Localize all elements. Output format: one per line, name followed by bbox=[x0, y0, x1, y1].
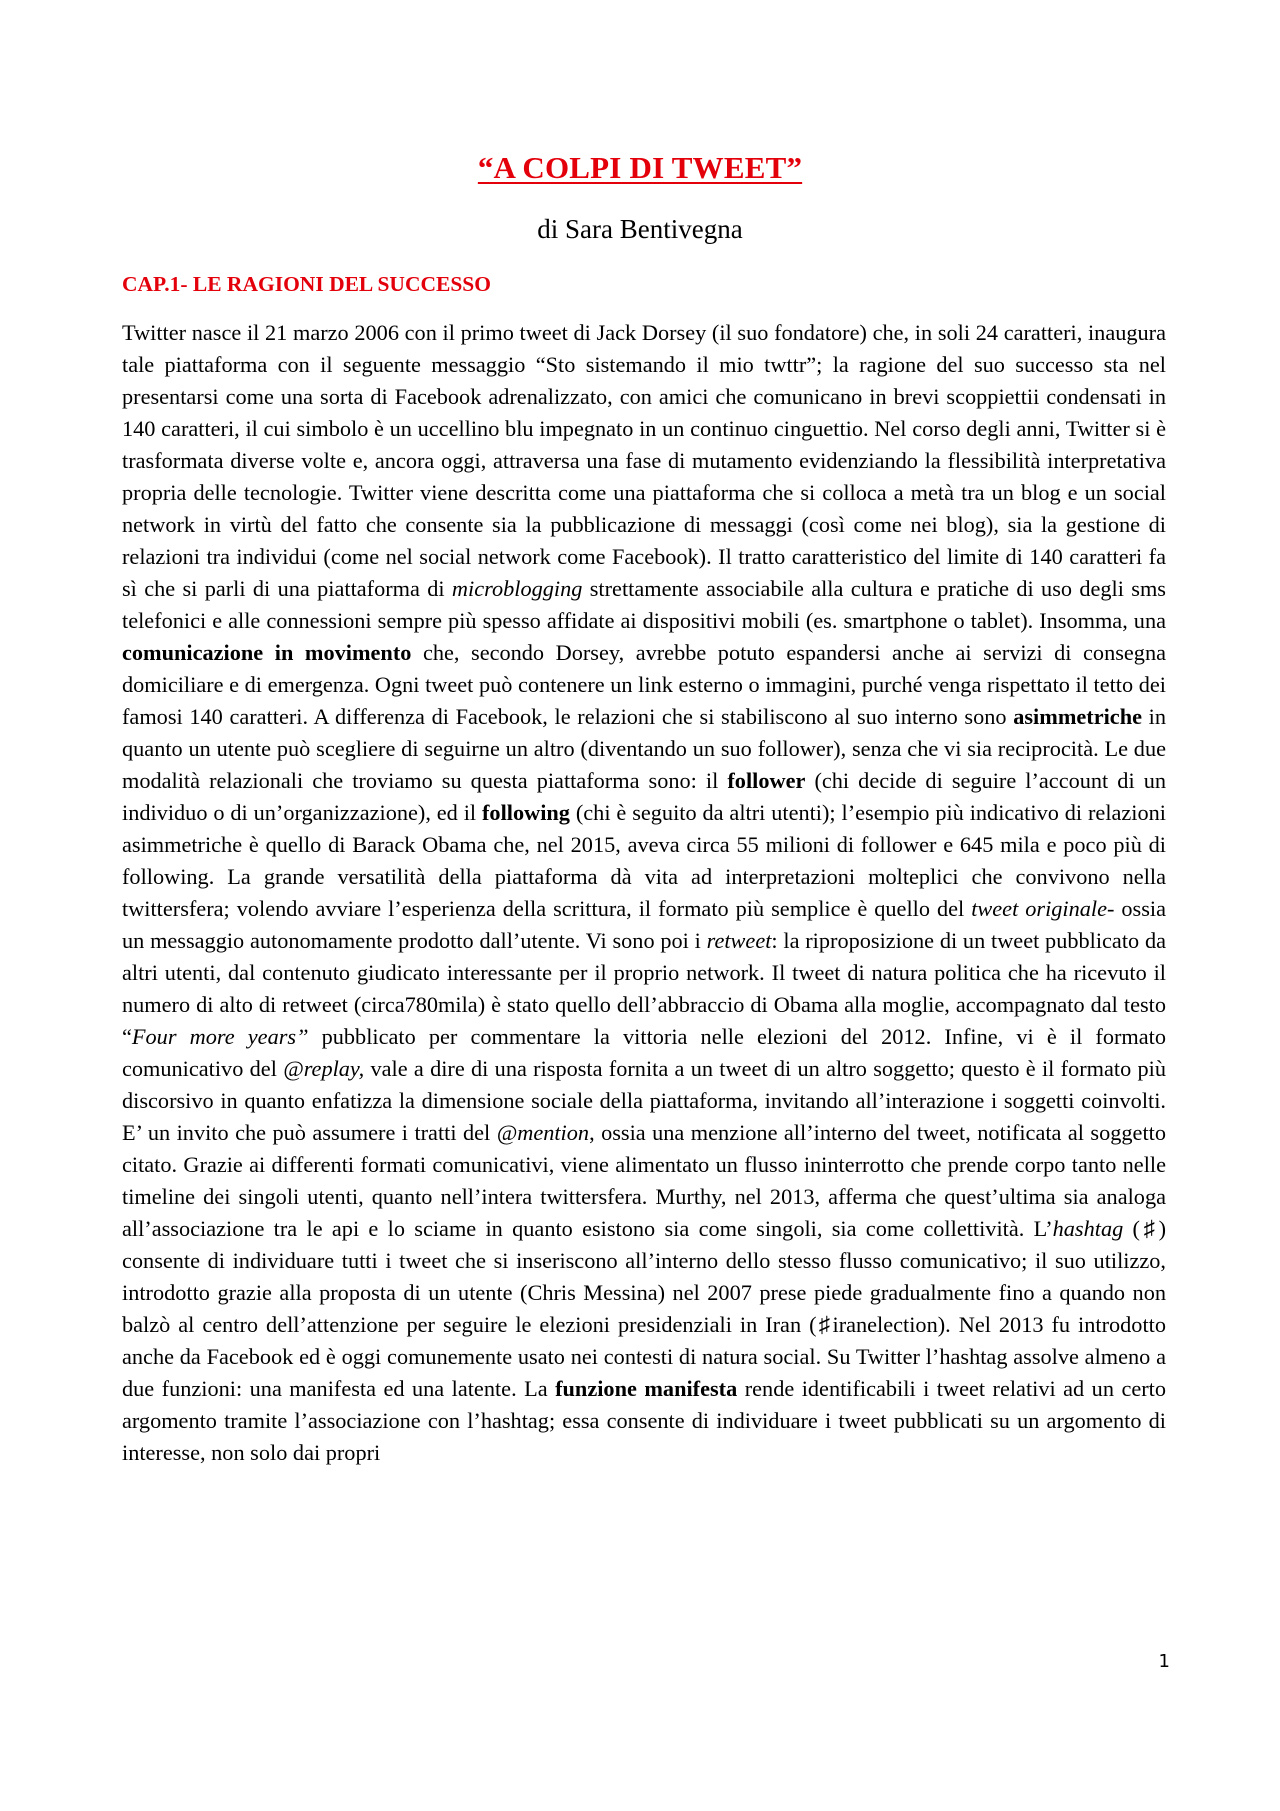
italic-term: tweet originale- bbox=[971, 896, 1115, 921]
bold-term: comunicazione in movimento bbox=[122, 640, 412, 665]
text-run: che, secondo Dorsey, avrebbe potuto espandersi anche ai servizi di consegna domiciliare e di emergenza. Ogni tweet può contenere un link esterno o immagini, purché venga rispettato il tetto dei famosi 140 caratteri. A differenza di Facebook, le relazioni che si stabiliscono al suo interno sono bbox=[122, 640, 1166, 729]
text-run: (♯) consente di individuare tutti i tweet che si inseriscono all’interno dello stesso flusso comunicativo; il suo utilizzo, introdotto grazie alla proposta di un utente (Chris Messina) nel 2007 prese piede gradualmente fino a quando non balzò al centro dell’attenzione per seguire le elezioni presidenziali in Iran (♯iranelection). Nel 2013 fu introdotto anche da Facebook ed è oggi comunemente usato nei contesti di natura social. Su Twitter l’hashtag assolve almeno a due funzioni: una manifesta ed una latente. La bbox=[122, 1216, 1167, 1401]
page-number: 1 bbox=[1158, 1651, 1170, 1672]
bold-term: asimmetriche bbox=[1013, 704, 1142, 729]
text-run: strettamente associabile alla cultura e pratiche di uso degli sms telefonici e alle connessioni sempre più spesso affidate ai dispositivi mobili (es. smartphone o tablet). Insomma, una bbox=[122, 576, 1166, 633]
text-run: (chi decide di seguire l’account di un individuo o di un’organizzazione), ed il bbox=[122, 768, 1166, 825]
text-run: vale a dire di una risposta fornita a un tweet di un altro soggetto; questo è il formato più discorsivo in quanto enfatizza la dimensione sociale della piattaforma, invitando all’interazione i soggetti coinvolti. E’ un invito che può assumere i tratti del bbox=[122, 1056, 1166, 1145]
chapter-heading: CAP.1- LE RAGIONI DEL SUCCESSO bbox=[122, 272, 491, 296]
text-run: , ossia una menzione all’interno del tweet, notificata al soggetto citato. Grazie ai differenti formati comunicativi, viene alimentato un flusso ininterrotto che prende corpo tanto nelle timeline dei singoli utenti, quanto nell’intera twittersfera. Murthy, nel 2013, afferma che quest’ultima sia analoga all’associazione tra le api e lo sciame in quanto esistono sia come singoli, sia come collettività. L’ bbox=[122, 1120, 1166, 1241]
body-paragraph bbox=[122, 317, 1166, 1469]
italic-term: @replay, bbox=[283, 1056, 365, 1081]
text-run: ossia un messaggio autonomamente prodotto dall’utente. Vi sono poi i bbox=[122, 896, 1167, 953]
text-run: pubblicato per commentare la vittoria nelle elezioni del 2012. Infine, vi è il formato comunicativo del bbox=[122, 1024, 1166, 1081]
bold-term: following bbox=[482, 800, 570, 825]
italic-term: retweet bbox=[706, 928, 772, 953]
text-run: (chi è seguito da altri utenti); l’esempio più indicativo di relazioni asimmetriche è quello di Barack Obama che, nel 2015, aveva circa 55 milioni di follower e 645 mila e poco più di following. La grande versatilità della piattaforma dà vita ad interpretazioni molteplici che convivono nella twittersfera; volendo avviare l’esperienza della scrittura, il formato più semplice è quello del bbox=[122, 800, 1166, 921]
bold-term: funzione manifesta bbox=[555, 1376, 738, 1401]
text-run: : la riproposizione di un tweet pubblicato da altri utenti, dal contenuto giudicato interessante per il proprio network. Il tweet di natura politica che ha ricevuto il numero di alto di retweet (circa780mila) è stato quello dell’abbraccio di Obama alla moglie, accompagnato dal testo “ bbox=[122, 928, 1166, 1049]
text-run: in quanto un utente può scegliere di seguirne un altro (diventando un suo follower), senza che vi sia reciprocità. Le due modalità relazionali che troviamo su questa piattaforma sono: il bbox=[122, 704, 1167, 793]
text-run: rende identificabili i tweet relativi ad un certo argomento tramite l’associazione con l’hashtag; essa consente di individuare i tweet pubblicati su un argomento di interesse, non solo dai propri bbox=[122, 1376, 1167, 1465]
italic-term: @mention bbox=[496, 1120, 590, 1145]
text-run: Twitter nasce il 21 marzo 2006 con il primo tweet di Jack Dorsey (il suo fondatore) che, in soli 24 caratteri, inaugura tale piattaforma con il seguente messaggio “Sto sistemando il mio twttr”; la ragione del suo successo sta nel presentarsi come una sorta di Facebook adrenalizzato, con amici che comunicano in brevi scoppiettii condensati in 140 caratteri, il cui simbolo è un uccellino blu impegnato in un continuo cinguettio. Nel corso degli anni, Twitter si è trasformata diverse volte e, ancora oggi, attraversa una fase di mutamento evidenziando la flessibilità interpretativa propria delle tecnologie. Twitter viene descritta come una piattaforma che si colloca a metà tra un blog e un social network in virtù del fatto che consente sia la pubblicazione di messaggi (così come nei blog), sia la gestione di relazioni tra individui (come nel social network come Facebook). Il tratto caratteristico del limite di 140 caratteri fa sì che si parli di una piattaforma di bbox=[122, 320, 1166, 601]
document-title: “A COLPI DI TWEET” bbox=[477, 150, 803, 185]
bold-term: follower bbox=[727, 768, 806, 793]
document-author: di Sara Bentivegna bbox=[537, 214, 743, 244]
italic-term: Four more years” bbox=[131, 1024, 309, 1049]
italic-term: microblogging bbox=[451, 576, 583, 601]
italic-term: hashtag bbox=[1052, 1216, 1124, 1241]
